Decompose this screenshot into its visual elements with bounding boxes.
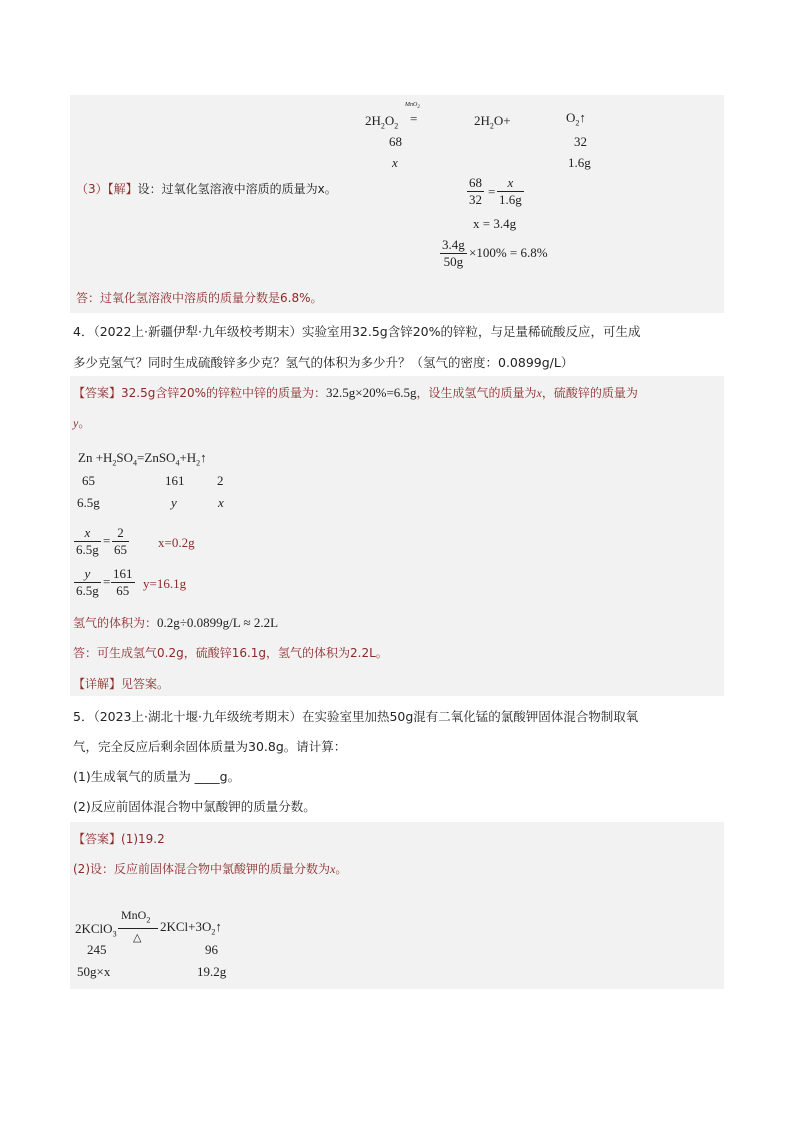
reaction-arrow-line [118, 928, 158, 929]
equation-kclo3-lhs: 2KClO$_3$ [75, 921, 117, 939]
molar-mass-kclo3: 245 [87, 942, 107, 957]
fraction-y-6.5g: y 6.5g [76, 566, 99, 598]
unknown-x: x [392, 155, 398, 170]
fraction-161-65: 161 65 [113, 566, 133, 598]
heat-symbol: △ [133, 932, 142, 944]
question-5-line2: 气，完全反应后剩余固体质量为30.8g。请计算： [73, 739, 347, 754]
solution-intro: （3）【解】设：过氧化氢溶液中溶质的质量为x。 [76, 182, 337, 196]
equation-equals: = [410, 111, 418, 126]
unknown-y: y [171, 495, 177, 510]
hydrogen-volume: 氢气的体积为：0.2g÷0.0899g/L ≈ 2.2L [73, 615, 279, 630]
kclo3-mass-expr: 50g×x [77, 964, 111, 979]
fraction-2-65: 2 65 [114, 525, 127, 557]
question-5-sub2: (2)反应前固体混合物中氯酸钾的质量分数。 [73, 799, 316, 814]
equation-zinc: $Zn +H_2SO_4=ZnSO_4+H_2↑$ [78, 450, 207, 468]
equation-oxygen: $O_2↑$ [566, 110, 586, 128]
answer-block-5 [70, 822, 724, 989]
detail-4: 【详解】见答案。 [73, 677, 170, 691]
equation-water: $2H_2O+$ [474, 113, 511, 131]
answer-4-final: 答：可生成氢气0.2g，硫酸锌16.1g，氢气的体积为2.2L。 [73, 646, 388, 660]
fraction-68-32: 68 32 [469, 175, 482, 207]
answer-4-line2: y。 [73, 416, 91, 430]
proportion-equals-1: = [103, 533, 111, 548]
oxygen-mass: 19.2g [197, 964, 227, 979]
result-y: y=16.1g [143, 576, 187, 591]
unknown-x: x [218, 495, 224, 510]
equation-h2o2: $2H_2O_2$ [365, 113, 399, 131]
molar-mass-o2: 96 [205, 942, 218, 957]
question-5-line1: 5．（2023上·湖北十堰·九年级统考期末）在实验室里加热50g混有二氧化锰的氯酸钾固体混合物制取氧 [73, 709, 639, 724]
equation-kclo3-rhs: $2KCl+3O_2↑$ [160, 919, 222, 937]
catalyst-label: MnO$_2$ [121, 908, 151, 925]
answer-5-1: 【答案】(1)19.2 [73, 832, 165, 846]
zinc-mass: 6.5g [77, 495, 100, 510]
percentage-calc: ×100% = 6.8% [469, 245, 548, 260]
proportion-equals-2: = [103, 574, 111, 589]
question-5-sub1: (1)生成氧气的质量为 ____g。 [73, 769, 241, 784]
fraction-x-6.5g: x 6.5g [76, 525, 99, 557]
answer-part3: 答：过氧化氢溶液中溶质的质量分数是6.8%。 [76, 291, 323, 305]
question-4-line1: 4．（2022上·新疆伊犁·九年级校考期末）实验室用32.5g含锌20%的锌粒，与足量稀硫酸反应，可生成 [73, 324, 641, 339]
result-x: x=0.2g [158, 535, 195, 550]
molar-mass-zn: 65 [82, 473, 95, 488]
fraction-x-1.6g: x 1.6g [499, 175, 522, 207]
molar-mass-h2: 2 [217, 473, 224, 488]
proportion-equals: = [488, 184, 496, 199]
fraction-3.4g-50g: 3.4g 50g [442, 237, 465, 269]
catalyst-label: MnO$_2$ [405, 102, 420, 111]
question-4-line2: 多少克氢气？同时生成硫酸锌多少克？氢气的体积为多少升？（氢气的密度：0.0899g/L） [73, 355, 574, 370]
molar-mass-o2: 32 [574, 134, 587, 149]
answer-5-2: (2)设：反应前固体混合物中氯酸钾的质量分数为x。 [73, 862, 348, 876]
answer-4-line1: 【答案】32.5g含锌20%的锌粒中锌的质量为：32.5g×20%=6.5g，设生成氢气的质量为x，硫酸锌的质量为 [73, 385, 638, 400]
molar-mass-h2o2: 68 [389, 134, 402, 149]
molar-mass-znso4: 161 [165, 473, 185, 488]
oxygen-mass: 1.6g [568, 155, 591, 170]
result-x: x = 3.4g [473, 216, 517, 231]
